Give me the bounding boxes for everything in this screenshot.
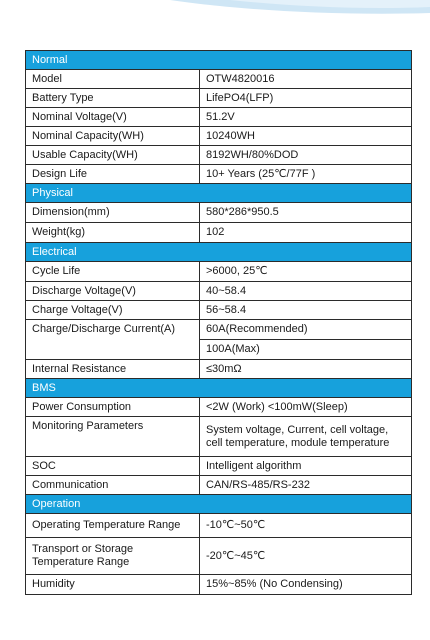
table-row [26, 146, 412, 165]
spec-value: 8192WH/80%DOD [200, 146, 412, 165]
spec-label: Charge Voltage(V) [26, 301, 200, 320]
spec-value: OTW4820016 [200, 70, 412, 89]
spec-label: Communication [26, 476, 200, 495]
spec-value: <2W (Work) <100mW(Sleep) [200, 398, 412, 417]
spec-value: LifePO4(LFP) [200, 89, 412, 108]
table-row [26, 301, 412, 320]
spec-label: Model [26, 70, 200, 89]
section-header-electrical [26, 243, 412, 262]
spec-label: Design Life [26, 165, 200, 184]
spec-label: Weight(kg) [26, 223, 200, 243]
table-row [26, 320, 412, 340]
section-header-operation [26, 495, 412, 514]
spec-label: SOC [26, 457, 200, 476]
section-title: Operation [26, 495, 412, 514]
spec-value: System voltage, Current, cell voltage, cell temperature, module temperature [200, 417, 412, 457]
spec-value: 60A(Recommended) [200, 320, 412, 340]
spec-label: Dimension(mm) [26, 203, 200, 223]
table-row [26, 398, 412, 417]
section-header-normal [26, 51, 412, 70]
spec-label: Cycle Life [26, 262, 200, 282]
section-header-physical [26, 184, 412, 203]
spec-label: Nominal Voltage(V) [26, 108, 200, 127]
spec-value: >6000, 25℃ [200, 262, 412, 282]
table-row [26, 360, 412, 379]
table-row [26, 457, 412, 476]
table-row [26, 417, 412, 457]
spec-value: -10℃~50℃ [200, 514, 412, 538]
spec-label: Usable Capacity(WH) [26, 146, 200, 165]
table-row [26, 165, 412, 184]
section-title: Electrical [26, 243, 412, 262]
spec-label: Battery Type [26, 89, 200, 108]
table-row [26, 223, 412, 243]
spec-label: Nominal Capacity(WH) [26, 127, 200, 146]
spec-label: Charge/Discharge Current(A) [26, 320, 200, 360]
spec-value: ≤30mΩ [200, 360, 412, 379]
table-row [26, 514, 412, 538]
table-row [26, 203, 412, 223]
spec-value: 100A(Max) [200, 340, 412, 360]
spec-value: CAN/RS-485/RS-232 [200, 476, 412, 495]
table-row [26, 476, 412, 495]
spec-value: 40~58.4 [200, 282, 412, 301]
section-title: Physical [26, 184, 412, 203]
table-row [26, 108, 412, 127]
table-row [26, 127, 412, 146]
spec-label: Operating Temperature Range [26, 514, 200, 538]
spec-label: Discharge Voltage(V) [26, 282, 200, 301]
spec-value: 15%~85% (No Condensing) [200, 575, 412, 595]
table-row [26, 262, 412, 282]
spec-value: 51.2V [200, 108, 412, 127]
spec-value: 10240WH [200, 127, 412, 146]
header-wave-decoration [0, 0, 430, 20]
spec-label: Humidity [26, 575, 200, 595]
spec-label: Monitoring Parameters [26, 417, 200, 457]
table-row [26, 282, 412, 301]
spec-label: Transport or Storage Temperature Range [26, 538, 200, 575]
section-header-bms [26, 379, 412, 398]
spec-value: 580*286*950.5 [200, 203, 412, 223]
spec-label: Power Consumption [26, 398, 200, 417]
table-row [26, 538, 412, 575]
spec-value: 10+ Years (25℃/77F ) [200, 165, 412, 184]
table-row [26, 575, 412, 595]
section-title: BMS [26, 379, 412, 398]
spec-value: 102 [200, 223, 412, 243]
spec-value: -20℃~45℃ [200, 538, 412, 575]
table-row [26, 89, 412, 108]
table-row [26, 70, 412, 89]
spec-value: Intelligent algorithm [200, 457, 412, 476]
spec-label: Internal Resistance [26, 360, 200, 379]
spec-value: 56~58.4 [200, 301, 412, 320]
section-title: Normal [26, 51, 412, 70]
specification-table [25, 50, 412, 595]
